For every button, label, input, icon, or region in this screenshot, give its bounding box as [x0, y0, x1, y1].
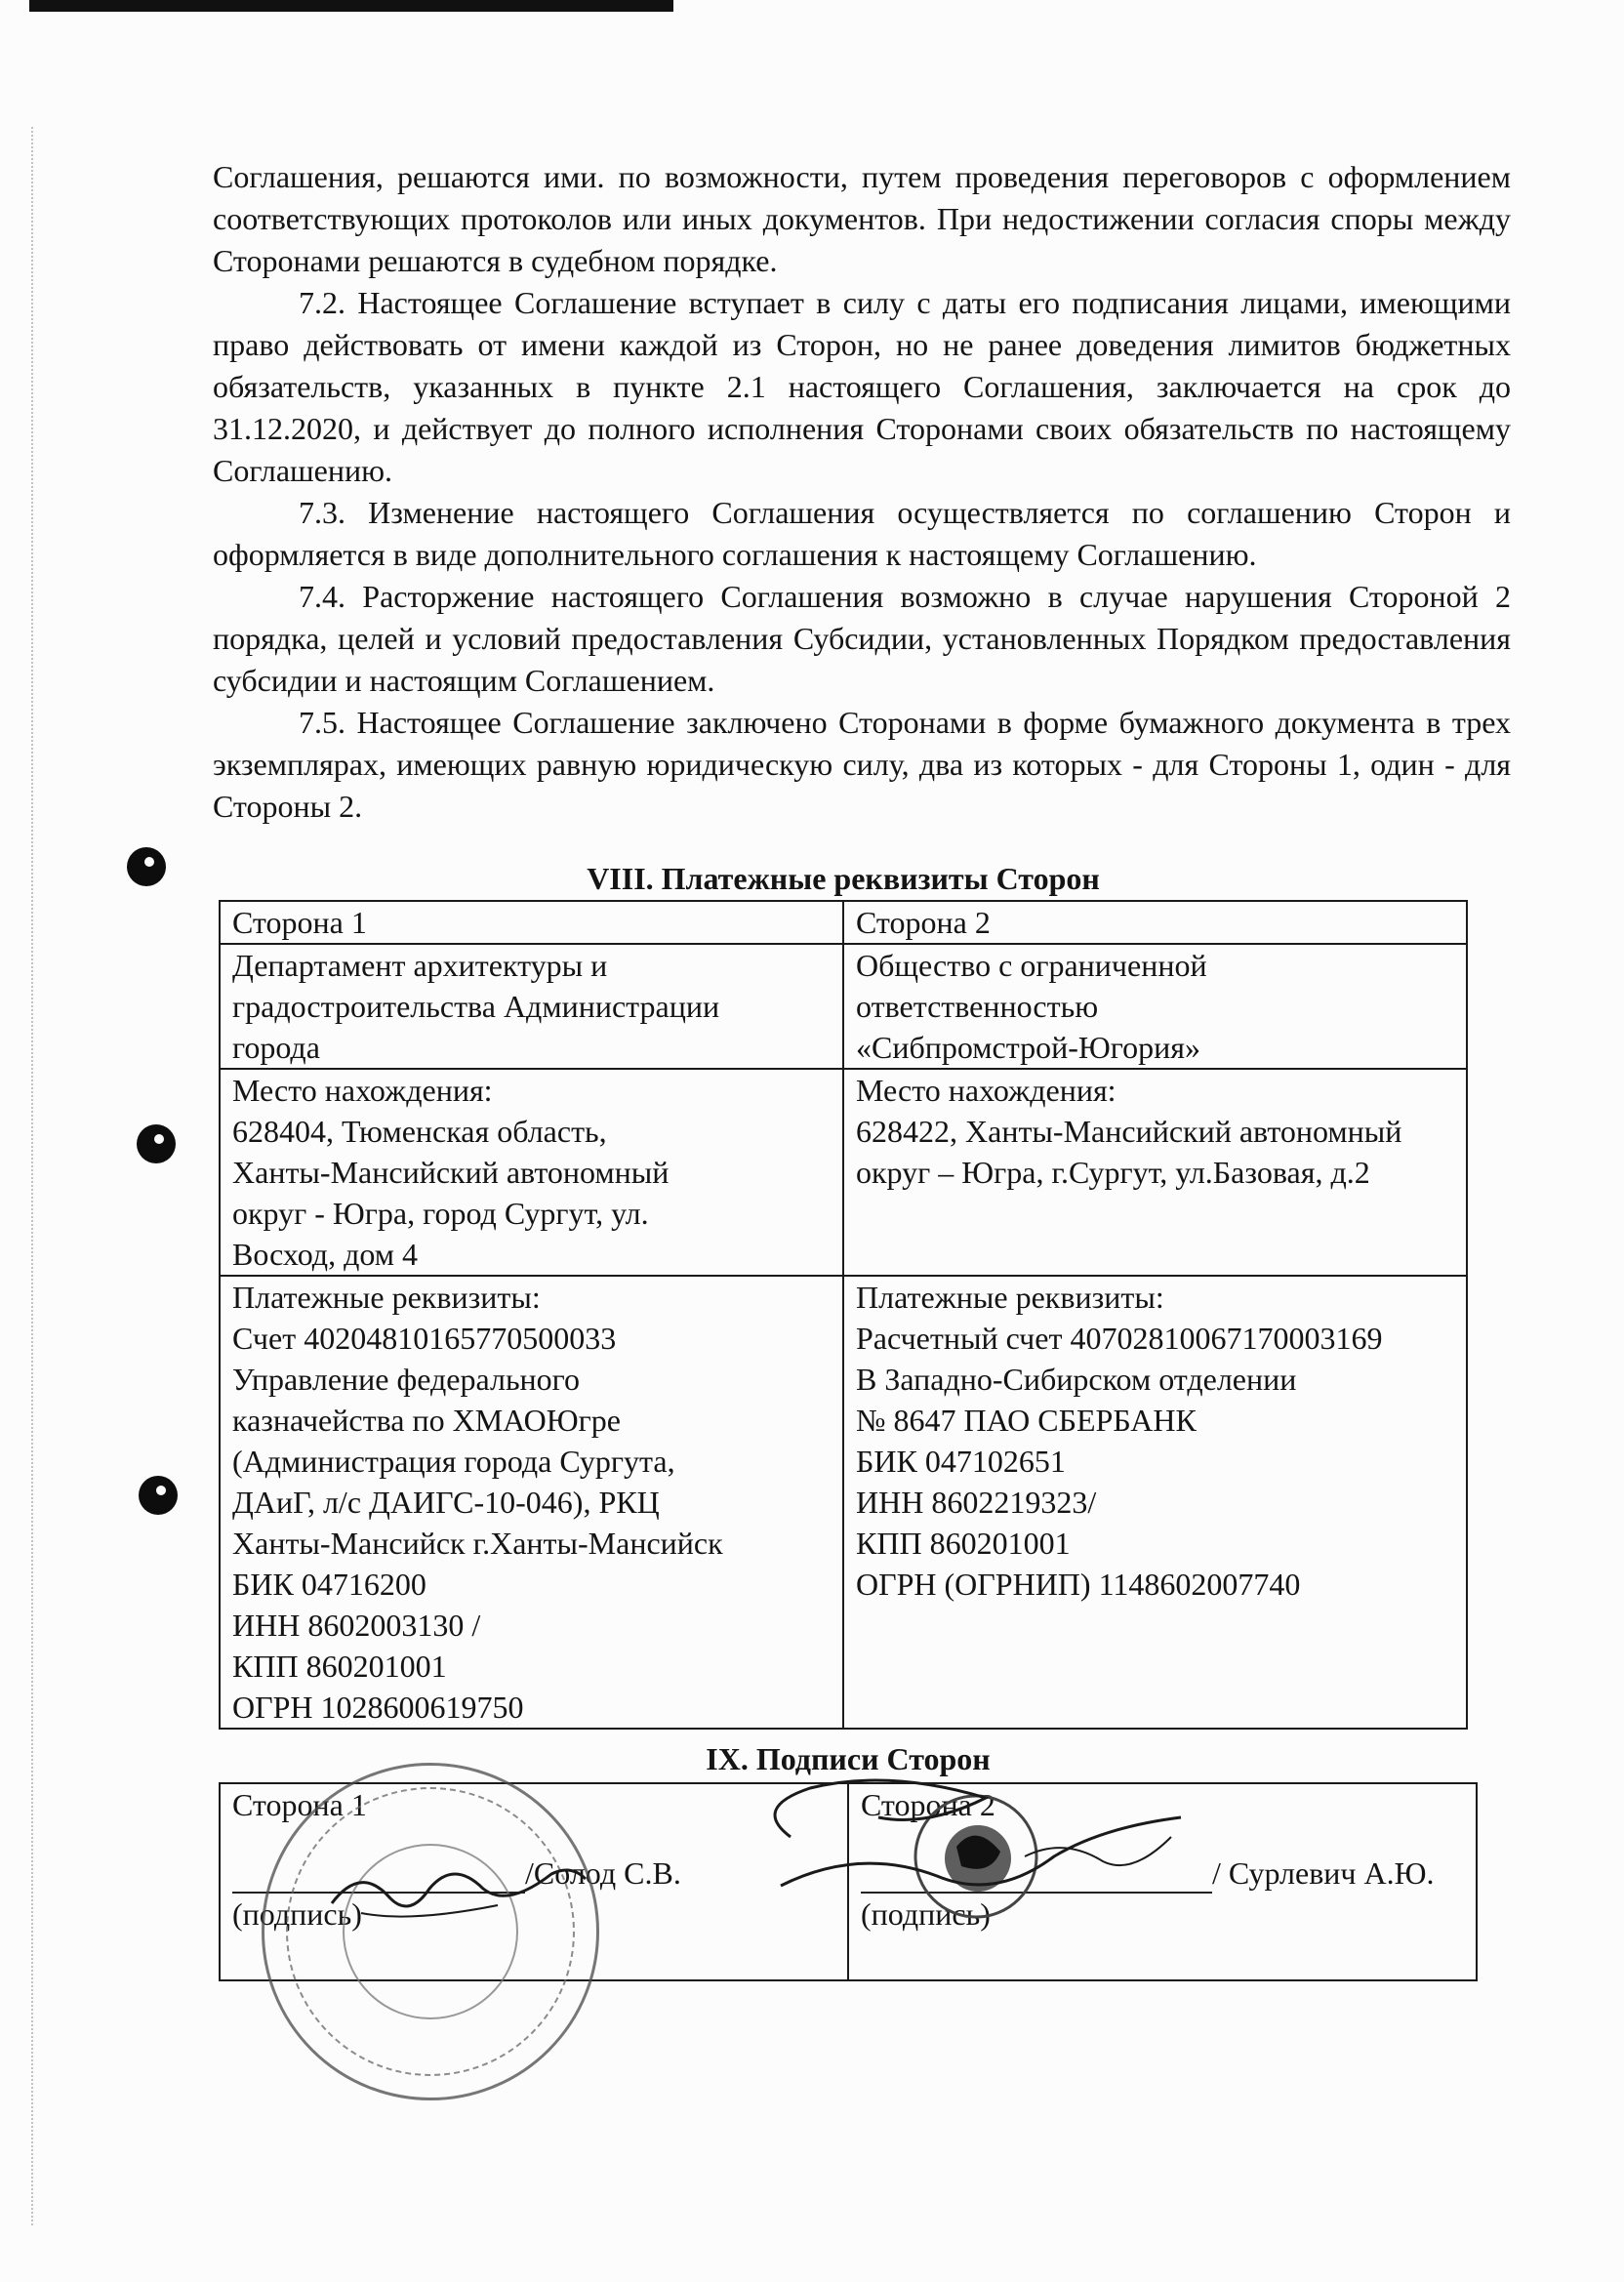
- signature-caption: (подпись): [232, 1896, 362, 1932]
- table-row: [220, 1276, 1467, 1729]
- section-9-title: IX. Подписи Сторон: [706, 1741, 991, 1776]
- paragraph-7-4: 7.4. Расторжение настоящего Соглашения возможно в случае нарушения Стороной 2 порядка, целей и условий предоставления Субсидии, установленных Порядком предоставления субсидии и настоящим Соглашением.: [213, 579, 1511, 698]
- agreement-body: [213, 156, 1511, 828]
- section-8-title: VIII. Платежные реквизиты Сторон: [587, 861, 1100, 896]
- party2-header: Сторона 2: [843, 901, 1467, 944]
- paragraph-7-2: 7.2. Настоящее Соглашение вступает в силу с даты его подписания лицами, имеющими право действовать от имени каждой из Сторон, но не ранее доведения лимитов бюджетных обязательств, указанных в пункте 2.1 настоящего Соглашения, заключается на срок до 31.12.2020, и действует до полного исполнения Сторонами своих обязательств по настоящему Соглашению.: [213, 285, 1511, 488]
- party2-signer-name: / Сурлевич А.Ю.: [1212, 1855, 1435, 1891]
- party2-address: Место нахождения: 628422, Ханты-Мансийский автономный округ – Югра, г.Сургут, ул.Базовая, д.2: [843, 1069, 1467, 1276]
- scan-margin-specks: [31, 127, 37, 2225]
- paragraph-7-5: 7.5. Настоящее Соглашение заключено Сторонами в форме бумажного документа в трех экземплярах, имеющих равную юридическую силу, два из которых - для Стороны 1, один - для Стороны 2.: [213, 705, 1511, 824]
- signature-caption: (подпись): [861, 1896, 991, 1932]
- punch-hole: [127, 847, 166, 886]
- party1-signature-header: Сторона 1: [232, 1787, 367, 1822]
- party1-handwritten-signature: [322, 1854, 595, 1933]
- requisites-table: [219, 900, 1468, 1730]
- scan-top-edge: [29, 0, 673, 12]
- party1-address: Место нахождения: 628404, Тюменская область, Ханты-Мансийский автономный округ - Югра, город Сургут, ул. Восход, дом 4: [220, 1069, 843, 1276]
- party1-header: Сторона 1: [220, 901, 843, 944]
- paragraph: Соглашения, решаются ими. по возможности, путем проведения переговоров с оформлением соответствующих протоколов или иных документов. При недостижении согласия споры между Сторонами решаются в судебном порядке.: [213, 159, 1511, 278]
- punch-hole: [139, 1476, 178, 1515]
- party2-bank-details: Платежные реквизиты: Расчетный счет 40702810067170003169 В Западно-Сибирском отделении № 8647 ПАО СБЕРБАНК БИК 047102651 ИНН 8602219323/ КПП 860201001 ОГРН (ОГРНИП) 1148602007740: [843, 1276, 1467, 1729]
- table-row: [220, 1069, 1467, 1276]
- party2-handwritten-signature: [751, 1769, 1210, 1925]
- party1-signer-name: /Солод С.В.: [525, 1855, 681, 1891]
- party1-bank-details: Платежные реквизиты: Счет 40204810165770500033 Управление федерального казначейства по ХМАОЮгре (Администрация города Сургута, ДАиГ, л/с ДАИГС-10-046), РКЦ Ханты-Мансийск г.Ханты-Мансийск БИК 04716200 ИНН 8602003130 / КПП 860201001 ОГРН 1028600619750: [220, 1276, 843, 1729]
- table-row: [220, 901, 1467, 944]
- party1-name: Департамент архитектуры и градостроительства Администрации города: [220, 944, 843, 1069]
- punch-hole: [137, 1124, 176, 1163]
- party2-signature-header: Сторона 2: [861, 1787, 995, 1822]
- party2-name: Общество с ограниченной ответственностью «Сибпромстрой-Югория»: [843, 944, 1467, 1069]
- table-row: [220, 944, 1467, 1069]
- paragraph-7-3: 7.3. Изменение настоящего Соглашения осуществляется по соглашению Сторон и оформляется в виде дополнительного соглашения к настоящему Соглашению.: [213, 495, 1511, 572]
